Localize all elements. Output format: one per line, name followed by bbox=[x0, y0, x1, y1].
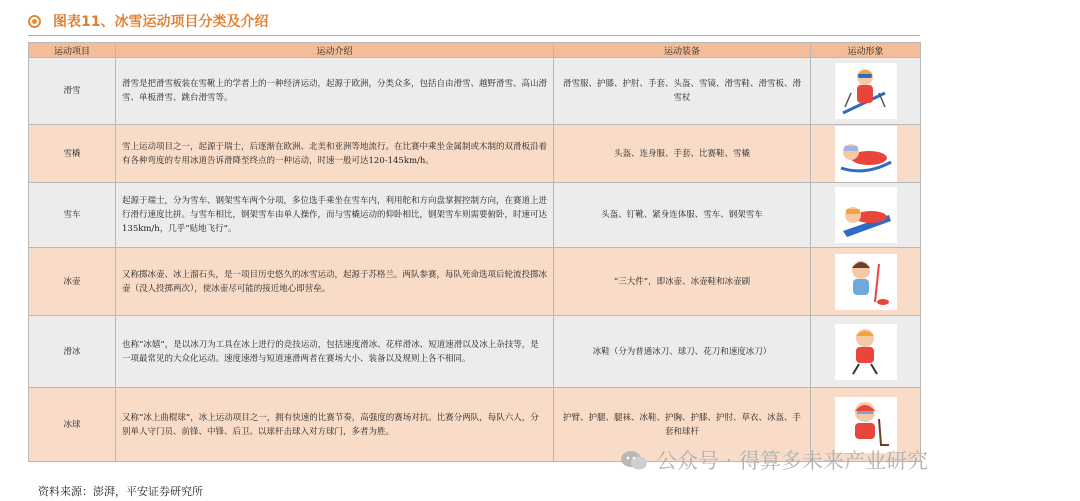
sport-name: 滑冰 bbox=[29, 316, 116, 388]
luge-icon bbox=[811, 125, 921, 183]
title-rule bbox=[28, 35, 920, 36]
wechat-icon bbox=[620, 449, 648, 471]
sport-intro: 雪上运动项目之一，起源于瑞士，后逐渐在欧洲、北美和亚洲等地流行。在比赛中乘坐金属制或木制的双滑板沿着有各种弯度的专用冰道告诉滑降至终点的一种运动，时速一般可达120-145km/h。 bbox=[116, 125, 554, 183]
table-row bbox=[29, 248, 921, 316]
sport-equipment: 头盔、钉靴、紧身连体服、雪车、钢架雪车 bbox=[554, 183, 811, 248]
sport-equipment: 滑雪服、护膝、护肘、手套、头盔、雪镜、滑雪鞋、滑雪板、滑雪杖 bbox=[554, 58, 811, 125]
sports-table bbox=[28, 42, 921, 462]
column-header: 运动形象 bbox=[811, 43, 921, 58]
bullet-icon bbox=[28, 15, 41, 28]
sport-name: 冰球 bbox=[29, 388, 116, 462]
column-header: 运动介绍 bbox=[116, 43, 554, 58]
table-row bbox=[29, 58, 921, 125]
sport-equipment: 头盔、连身服、手套、比赛鞋、雪橇 bbox=[554, 125, 811, 183]
sport-name: 滑雪 bbox=[29, 58, 116, 125]
chart-header bbox=[28, 6, 268, 36]
table-header-row bbox=[29, 43, 921, 58]
watermark-text: 公众号 · 得算多未来产业研究 bbox=[656, 449, 929, 473]
table-row bbox=[29, 316, 921, 388]
watermark bbox=[620, 445, 928, 475]
page-title: 图表11、冰雪运动项目分类及介绍 bbox=[53, 14, 269, 30]
sport-equipment: “三大件”，即冰壶、冰壶鞋和冰壶刷 bbox=[554, 248, 811, 316]
sport-intro: 滑雪是把滑雪板装在雪靴上的学者上的一种经济运动，起源于欧洲，分类众多，包括自由滑雪、越野滑雪、高山滑雪、单板滑雪、跳台滑雪等。 bbox=[116, 58, 554, 125]
source-note: 资料来源：澎湃，平安证券研究所 bbox=[38, 485, 203, 498]
sport-equipment: 冰鞋（分为普通冰刀、球刀、花刀和速度冰刀） bbox=[554, 316, 811, 388]
table-row bbox=[29, 183, 921, 248]
sport-intro: 也称“冰嬉”，是以冰刀为工具在冰上进行的竞技运动，包括速度滑冰、花样滑冰、短道速滑以及冰上杂技等，是一项最常见的大众化运动。速度速滑与短道速滑两者在赛场大小、装备以及规则上各不相同。 bbox=[116, 316, 554, 388]
column-header: 运动项目 bbox=[29, 43, 116, 58]
sport-name: 雪车 bbox=[29, 183, 116, 248]
sport-name: 冰壶 bbox=[29, 248, 116, 316]
skater-icon bbox=[811, 316, 921, 388]
sport-intro: 又称“冰上曲棍球”，冰上运动项目之一，拥有快速的比赛节奏，高强度的赛场对抗。比赛分两队，每队六人，分别单人守门员、前锋、中锋、后卫。以球杆击球入对方球门，多者为胜。 bbox=[116, 388, 554, 462]
column-header: 运动装备 bbox=[554, 43, 811, 58]
skier-icon bbox=[811, 58, 921, 125]
skeleton-icon bbox=[811, 183, 921, 248]
table-row bbox=[29, 125, 921, 183]
sport-equipment: 护臂、护腿、腿袜、冰鞋、护胸、护膝、护肘、草衣、冰盔、手套和球杆 bbox=[554, 388, 811, 462]
sport-name: 雪橇 bbox=[29, 125, 116, 183]
sport-intro: 又称掷冰壶、冰上溜石头，是一项目历史悠久的冰雪运动，起源于苏格兰。两队参赛，每队死命选项后轮流投掷冰壶（没人投掷两次），使冰壶尽可能的接近地心即营垒。 bbox=[116, 248, 554, 316]
curling-icon bbox=[811, 248, 921, 316]
sport-intro: 起源于瑞士，分为雪车、钢架雪车两个分项，多位选手乘坐在雪车内，利用舵和方向盘掌握控制方向，在赛道上进行滑行速度比拼。与雪车相比，钢架雪车由单人操作，而与雪橇运动的仰卧相比，钢架雪车则需要俯卧，时速可达135km/h，几乎“贴地飞行”。 bbox=[116, 183, 554, 248]
